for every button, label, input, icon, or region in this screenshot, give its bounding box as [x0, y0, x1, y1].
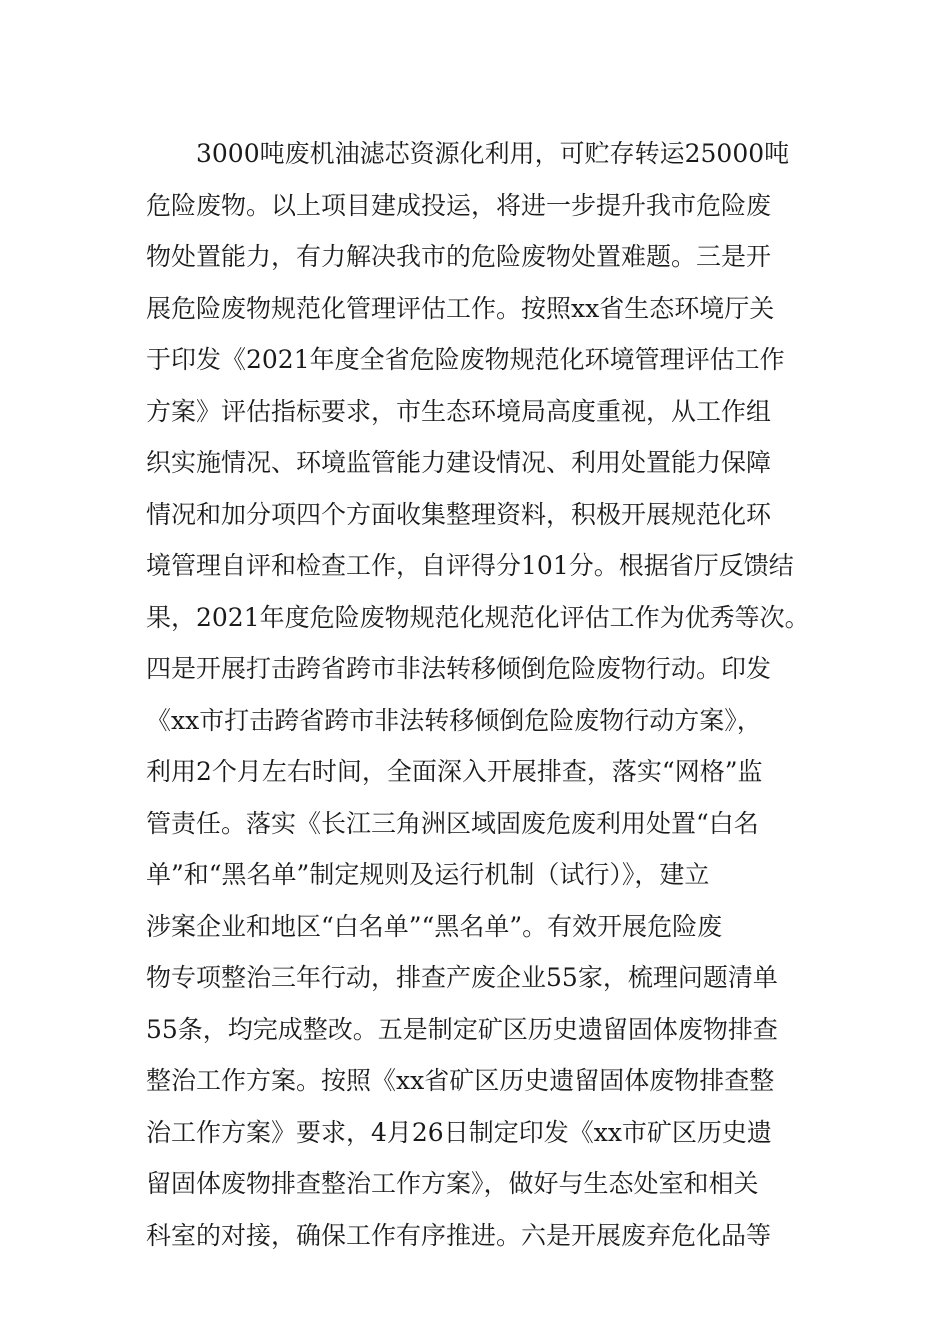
text-line: 单”和“黑名单”制定规则及运行机制（试行）》，建立	[146, 860, 710, 889]
text-line: 整治工作方案。按照《xx省矿区历史遗留固体废物排查整	[146, 1066, 775, 1095]
text-line: 科室的对接，确保工作有序推进。六是开展废弃危化品等	[146, 1220, 772, 1250]
text-line: 治工作方案》要求，4月26日制定印发《xx市矿区历史遗	[146, 1117, 772, 1147]
text-line: 境管理自评和检查工作，自评得分101分。根据省厅反馈结	[146, 551, 794, 580]
text-line: 情况和加分项四个方面收集整理资料，积极开展规范化环	[146, 499, 772, 529]
text-line: 留固体废物排查整治工作方案》，做好与生态处室和相关	[146, 1169, 759, 1198]
text-line: 果，2021年度危险废物规范化规范化评估工作为优秀等次。	[146, 602, 810, 632]
text-line: 利用2个月左右时间，全面深入开展排查，落实“网格”监	[146, 757, 763, 786]
text-line: 《xx市打击跨省跨市非法转移倾倒危险废物行动方案》，	[146, 705, 762, 735]
text-line: 方案》评估指标要求，市生态环境局高度重视，从工作组	[146, 396, 772, 426]
text-line: 涉案企业和地区“白名单”“黑名单”。有效开展危险废	[146, 911, 723, 941]
text-line: 物处置能力，有力解决我市的危险废物处置难题。三是开	[146, 242, 772, 271]
text-line: 物专项整治三年行动，排查产废企业55家，梳理问题清单	[146, 963, 778, 992]
text-line: 四是开展打击跨省跨市非法转移倾倒危险废物行动。印发	[146, 654, 772, 683]
text-line: 管责任。落实《长江三角洲区域固废危废利用处置“白名	[146, 808, 759, 838]
body-paragraph	[146, 128, 810, 1261]
text-line: 3000吨废机油滤芯资源化利用，可贮存转运25000吨	[196, 139, 790, 168]
text-line: 展危险废物规范化管理评估工作。按照xx省生态环境厅关	[146, 293, 775, 323]
text-line: 55条，均完成整改。五是制定矿区历史遗留固体废物排查	[146, 1014, 778, 1044]
text-line: 于印发《2021年度全省危险废物规范化环境管理评估工作	[146, 345, 785, 374]
text-line: 织实施情况、环境监管能力建设情况、利用处置能力保障	[146, 448, 772, 477]
text-line: 危险废物。以上项目建成投运，将进一步提升我市危险废	[146, 190, 772, 220]
